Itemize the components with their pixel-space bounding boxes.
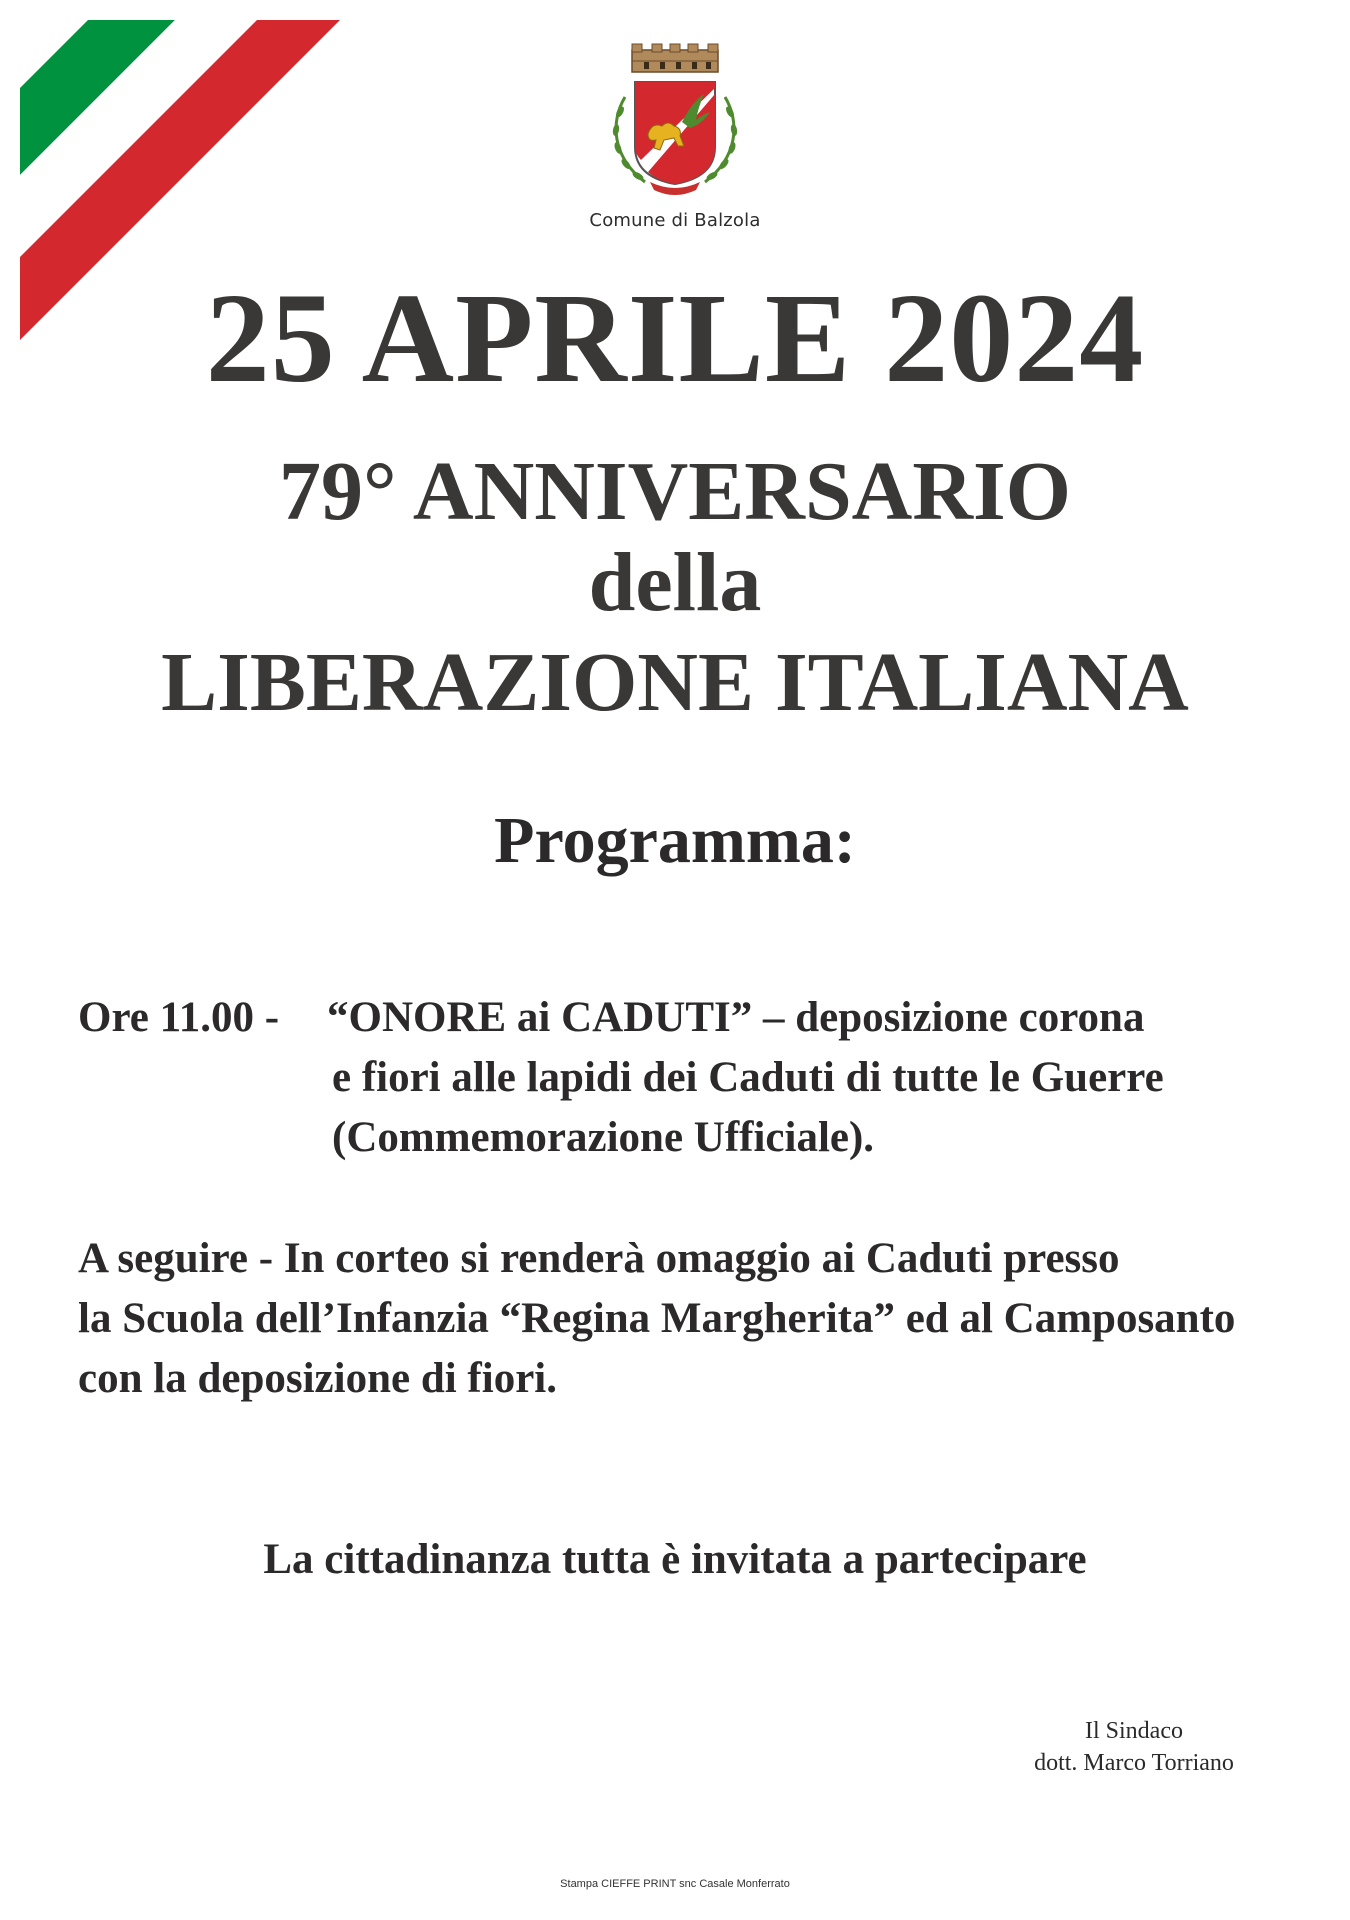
signature-name: dott. Marco Torriano (1034, 1750, 1234, 1776)
anniversary-subtitle: della (588, 536, 762, 629)
event-line: con la deposizione di fiori. (78, 1355, 557, 1402)
liberation-title: LIBERAZIONE ITALIANA (161, 636, 1189, 729)
event-time: Ore 11.00 - (78, 994, 280, 1041)
coat-of-arms-icon (600, 42, 750, 202)
programme-heading: Programma: (494, 804, 856, 877)
mural-crown-icon (632, 44, 718, 72)
event-line: e fiori alle lapidi dei Caduti di tutte le Guerre (332, 1054, 1164, 1101)
event-line: (Commemorazione Ufficiale). (332, 1114, 875, 1161)
signature-role: Il Sindaco (1085, 1718, 1183, 1744)
event-line: A seguire - In corteo si renderà omaggio ai Caduti presso (78, 1235, 1120, 1282)
municipality-name: Comune di Balzola (589, 210, 761, 231)
printer-credit: Stampa CIEFFE PRINT snc Casale Monferrato (560, 1878, 790, 1890)
shield-icon (635, 82, 715, 184)
invitation-text: La cittadinanza tutta è invitata a partecipare (263, 1536, 1087, 1583)
event-date-title: 25 APRILE 2024 (205, 267, 1145, 409)
event-line: “ONORE ai CADUTI” – deposizione corona (327, 994, 1145, 1041)
event-line: la Scuola dell’Infanzia “Regina Margherita” ed al Camposanto (78, 1295, 1236, 1342)
anniversary-title: 79° ANNIVERSARIO (278, 445, 1072, 538)
